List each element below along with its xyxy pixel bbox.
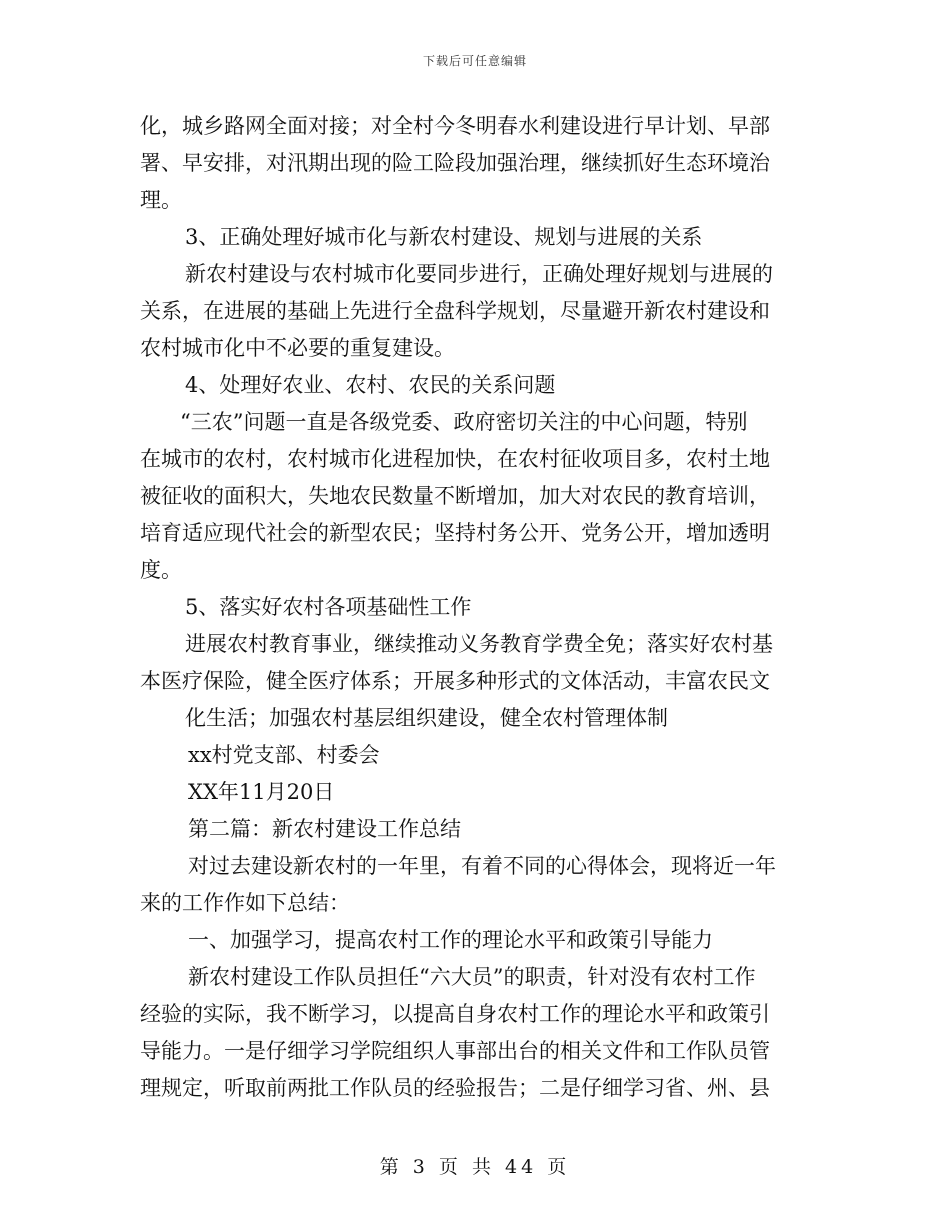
text-line: 关系，在进展的基础上先进行全盘科学规划，尽量避开新农村建设和: [140, 299, 770, 323]
text-line: 本医疗保险，健全医疗体系；开展多种形式的文体活动，丰富农民文: [140, 669, 770, 693]
signature-line: xx村党支部、村委会: [188, 743, 380, 767]
text-line: 被征收的面积大，失地农民数量不断增加，加大对农民的教育培训，: [140, 484, 770, 508]
document-body: [140, 108, 800, 1107]
text-line: 度。: [140, 558, 182, 582]
page-footer: 第 3 页 共 44 页: [379, 1156, 571, 1178]
text-line: 对过去建设新农村的一年里，有着不同的心得体会，现将近一年: [188, 854, 776, 878]
section-heading: 3、正确处理好城市化与新农村建设、规划与进展的关系: [185, 225, 703, 249]
text-line: 化，城乡路网全面对接；对全村今冬明春水利建设进行早计划、早部: [140, 114, 770, 138]
text-line: 导能力。一是仔细学习学院组织人事部出台的相关文件和工作队员管: [140, 1039, 770, 1063]
text-line: 新农村建设与农村城市化要同步进行，正确处理好规划与进展的: [185, 262, 773, 286]
text-line: 培育适应现代社会的新型农民；坚持村务公开、党务公开，增加透明: [140, 521, 770, 545]
text-line: 在城市的农村，农村城市化进程加快，在农村征收项目多，农村土地: [140, 447, 770, 471]
text-line: “三农”问题一直是各级党委、政府密切关注的中心问题，特别: [180, 410, 748, 434]
text-line: 来的工作作如下总结：: [140, 891, 350, 915]
text-line: 进展农村教育事业，继续推动义务教育学费全免；落实好农村基: [185, 632, 773, 656]
text-line: 经验的实际，我不断学习，以提高自身农村工作的理论水平和政策引: [140, 1002, 770, 1026]
text-line: 理。: [140, 188, 182, 212]
section-heading: 5、落实好农村各项基础性工作: [185, 595, 472, 619]
text-line: 农村城市化中不必要的重复建设。: [140, 336, 455, 360]
header-note: 下载后可任意编辑: [422, 54, 527, 68]
date-line: XX年11月20日: [188, 780, 335, 804]
section-heading: 4、处理好农业、农村、农民的关系问题: [185, 373, 556, 397]
chapter-title: 第二篇：新农村建设工作总结: [188, 817, 461, 841]
text-line: 化生活；加强农村基层组织建设，健全农村管理体制: [185, 706, 668, 730]
text-line: 新农村建设工作队员担任“六大员”的职责，针对没有农村工作: [188, 965, 756, 989]
text-line: 理规定，听取前两批工作队员的经验报告；二是仔细学习省、州、县: [140, 1076, 770, 1100]
text-line: 署、早安排，对汛期出现的险工险段加强治理，继续抓好生态环境治: [140, 151, 770, 175]
section-heading: 一、加强学习，提高农村工作的理论水平和政策引导能力: [188, 928, 713, 952]
